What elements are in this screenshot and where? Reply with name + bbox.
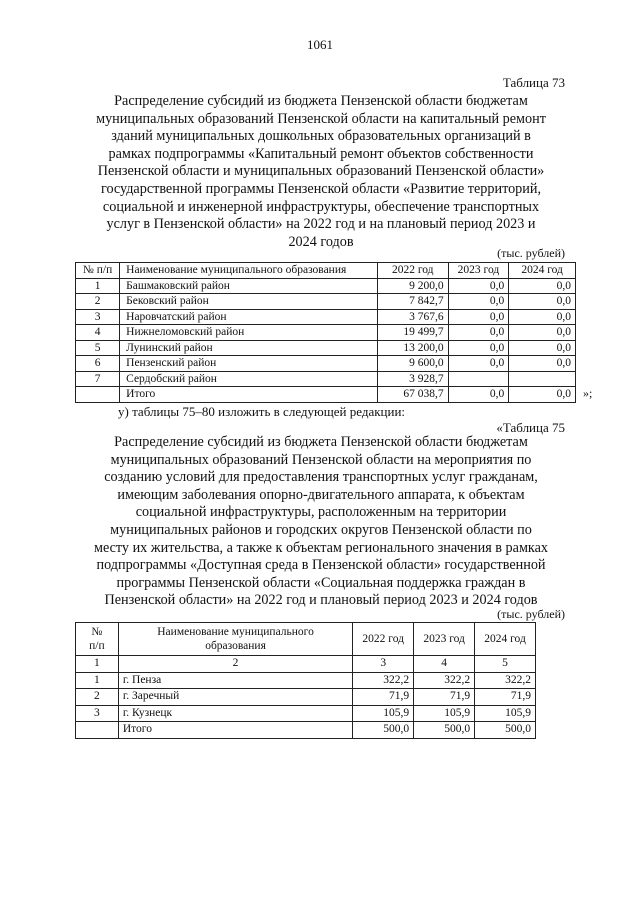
row-value-2023 bbox=[448, 371, 509, 387]
row-value-2024: 0,0 bbox=[509, 278, 576, 294]
total-name: Итого bbox=[118, 722, 352, 739]
table-row bbox=[76, 689, 536, 706]
row-value-2024: 0,0 bbox=[509, 309, 576, 325]
row-value-2022: 71,9 bbox=[353, 689, 414, 706]
row-value-2023: 71,9 bbox=[414, 689, 475, 706]
row-num: 3 bbox=[76, 309, 120, 325]
title-line: муниципальных образований Пензенской области на мероприятия по bbox=[110, 451, 532, 468]
table73 bbox=[75, 262, 576, 403]
table-row bbox=[76, 325, 576, 341]
index-cell: 4 bbox=[414, 656, 475, 673]
header-num-line: № bbox=[91, 626, 103, 638]
amendment-paragraph: у) таблицы 75–80 изложить в следующей редакции: bbox=[118, 404, 406, 419]
table-row bbox=[76, 705, 536, 722]
total-value-2023: 500,0 bbox=[414, 722, 475, 739]
row-value-2022: 3 767,6 bbox=[377, 309, 448, 325]
index-cell: 3 bbox=[353, 656, 414, 673]
row-value-2023: 322,2 bbox=[414, 672, 475, 689]
row-value-2024: 0,0 bbox=[509, 340, 576, 356]
row-value-2023: 0,0 bbox=[448, 309, 509, 325]
title-line: месту их жительства, а также к объектам регионального значения в рамках bbox=[93, 539, 548, 556]
table-row bbox=[76, 672, 536, 689]
index-cell: 5 bbox=[475, 656, 536, 673]
title-line: рамках подпрограммы «Капитальный ремонт объектов собственности bbox=[108, 145, 534, 162]
header-cell: № п/п bbox=[76, 263, 120, 279]
row-value-2023: 0,0 bbox=[448, 278, 509, 294]
row-num: 4 bbox=[76, 325, 120, 341]
table-row bbox=[76, 371, 576, 387]
row-value-2024 bbox=[509, 371, 576, 387]
page-number: 1061 bbox=[307, 37, 333, 52]
row-num: 5 bbox=[76, 340, 120, 356]
table75-title bbox=[76, 434, 566, 610]
row-num: 7 bbox=[76, 371, 120, 387]
row-value-2022: 9 200,0 bbox=[377, 278, 448, 294]
table-row bbox=[76, 356, 576, 372]
row-value-2024: 0,0 bbox=[509, 356, 576, 372]
total-num bbox=[76, 722, 119, 739]
row-value-2023: 0,0 bbox=[448, 325, 509, 341]
header-cell: 2022 год bbox=[353, 623, 414, 656]
row-value-2022: 105,9 bbox=[353, 705, 414, 722]
title-line: программы Пензенской области «Социальная поддержка граждан в bbox=[116, 574, 526, 591]
row-name: г. Кузнецк bbox=[118, 705, 352, 722]
header-cell: 2022 год bbox=[377, 263, 448, 279]
total-value-2024: 500,0 bbox=[475, 722, 536, 739]
row-value-2024: 322,2 bbox=[475, 672, 536, 689]
title-line: социальной инфраструктуры, расположенным на территории bbox=[135, 504, 507, 521]
table-row bbox=[76, 309, 576, 325]
table73-label: Таблица 73 bbox=[502, 75, 565, 90]
title-line: Пензенской области» на 2022 год и плановый период 2023 и 2024 годов bbox=[104, 592, 538, 609]
total-value-2023: 0,0 bbox=[448, 387, 509, 403]
row-num: 1 bbox=[76, 278, 120, 294]
row-value-2022: 7 842,7 bbox=[377, 294, 448, 310]
table73-title bbox=[76, 93, 566, 251]
header-name-line: Наименование муниципального bbox=[157, 626, 314, 638]
header-cell: 2024 год bbox=[475, 623, 536, 656]
row-num: 3 bbox=[76, 705, 119, 722]
table-row bbox=[76, 294, 576, 310]
table75-label: «Таблица 75 bbox=[496, 420, 565, 435]
table75 bbox=[75, 622, 536, 739]
row-num: 1 bbox=[76, 672, 119, 689]
row-name: Бековский район bbox=[120, 294, 378, 310]
row-name: Лунинский район bbox=[120, 340, 378, 356]
closing-quote: »; bbox=[583, 386, 593, 400]
row-value-2023: 0,0 bbox=[448, 340, 509, 356]
table-index-row bbox=[76, 656, 536, 673]
row-value-2022: 9 600,0 bbox=[377, 356, 448, 372]
row-value-2022: 3 928,7 bbox=[377, 371, 448, 387]
row-num: 6 bbox=[76, 356, 120, 372]
row-name: Сердобский район bbox=[120, 371, 378, 387]
row-value-2023: 0,0 bbox=[448, 294, 509, 310]
header-cell: 2023 год bbox=[414, 623, 475, 656]
table75-unit: (тыс. рублей) bbox=[497, 607, 565, 621]
row-value-2024: 0,0 bbox=[509, 325, 576, 341]
title-line: муниципальных районов и городских округов Пензенской области по bbox=[110, 521, 532, 538]
row-value-2022: 19 499,7 bbox=[377, 325, 448, 341]
title-line: зданий муниципальных дошкольных образовательных организаций в bbox=[111, 128, 531, 145]
title-line: Распределение субсидий из бюджета Пензенской области бюджетам bbox=[114, 93, 528, 109]
row-value-2022: 322,2 bbox=[353, 672, 414, 689]
title-line: муниципальных образований Пензенской области на капитальный ремонт bbox=[96, 110, 546, 127]
header-cell: Наименование муниципального образования bbox=[120, 263, 378, 279]
row-value-2023: 105,9 bbox=[414, 705, 475, 722]
total-num bbox=[76, 387, 120, 403]
row-num: 2 bbox=[76, 294, 120, 310]
index-cell: 1 bbox=[76, 656, 119, 673]
table-total-row bbox=[76, 722, 536, 739]
row-name: Наровчатский район bbox=[120, 309, 378, 325]
table-total-row bbox=[76, 387, 576, 403]
header-cell: 2024 год bbox=[509, 263, 576, 279]
table-header-row bbox=[76, 623, 536, 656]
header-cell: 2023 год bbox=[448, 263, 509, 279]
table-header-row bbox=[76, 263, 576, 279]
header-name-line: образования bbox=[205, 640, 266, 652]
row-name: Башмаковский район bbox=[120, 278, 378, 294]
index-cell: 2 bbox=[118, 656, 352, 673]
header-cell-num bbox=[76, 623, 119, 656]
title-line: Распределение субсидий из бюджета Пензенской области бюджетам bbox=[114, 434, 528, 450]
row-value-2024: 0,0 bbox=[509, 294, 576, 310]
row-value-2024: 71,9 bbox=[475, 689, 536, 706]
title-line: государственной программы Пензенской области «Развитие территорий, bbox=[100, 180, 541, 197]
title-line: Пензенской области и муниципальных образований Пензенской области» bbox=[97, 163, 545, 180]
table-row bbox=[76, 340, 576, 356]
total-value-2022: 500,0 bbox=[353, 722, 414, 739]
title-line: созданию условий для предоставления транспортных услуг гражданам, bbox=[104, 469, 538, 486]
total-value-2022: 67 038,7 bbox=[377, 387, 448, 403]
row-num: 2 bbox=[76, 689, 119, 706]
total-name: Итого bbox=[120, 387, 378, 403]
table73-unit: (тыс. рублей) bbox=[497, 246, 565, 260]
row-name: Пензенский район bbox=[120, 356, 378, 372]
title-line: подпрограммы «Доступная среда в Пензенской области» государственной bbox=[96, 557, 546, 574]
total-value-2024: 0,0 bbox=[509, 387, 576, 403]
row-value-2022: 13 200,0 bbox=[377, 340, 448, 356]
title-line: имеющим заболевания опорно-двигательного аппарата, к объектам bbox=[117, 486, 525, 503]
row-value-2023: 0,0 bbox=[448, 356, 509, 372]
title-line: социальной и инженерной инфраструктуры, обеспечение транспортных bbox=[102, 198, 540, 215]
row-name: г. Заречный bbox=[118, 689, 352, 706]
header-num-line: п/п bbox=[89, 640, 105, 652]
row-name: Нижнеломовский район bbox=[120, 325, 378, 341]
header-cell-name bbox=[118, 623, 352, 656]
row-name: г. Пенза bbox=[118, 672, 352, 689]
row-value-2024: 105,9 bbox=[475, 705, 536, 722]
title-line: услуг в Пензенской области» на 2022 год и на плановый период 2023 и bbox=[106, 216, 536, 233]
table-row bbox=[76, 278, 576, 294]
title-line: 2024 годов bbox=[288, 233, 354, 250]
